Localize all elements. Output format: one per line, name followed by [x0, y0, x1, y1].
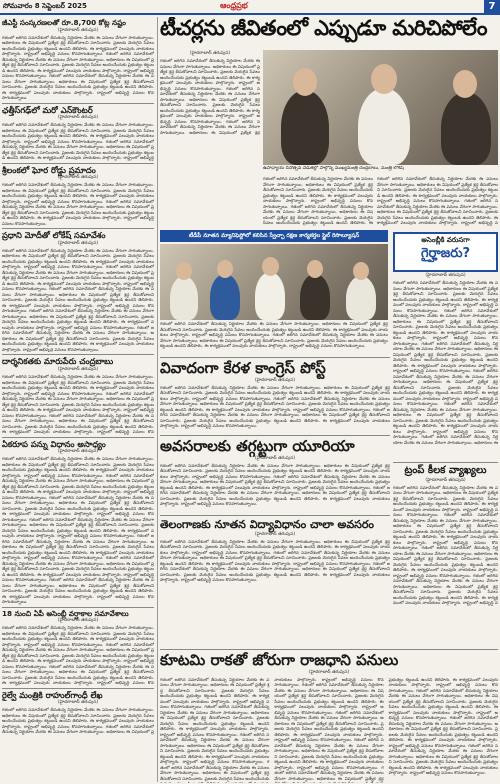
story-divider [2, 354, 154, 355]
kerala-story [160, 357, 390, 434]
lead-dateline: (హైదరాబాద్ తరుపున) [189, 51, 231, 56]
left-story-text: గతంలో జరిగిన సమావేశంలో తీసుకున్న నిర్ణయాల మేరకు ఈ పనులు వేగంగా సాగుతున్నాయి. అధికారులు ఈ విషయంలో ప్రత్యేక శ్రద్ధ తీసుకోవాలని సూచించారు. ప్రజలకు మెరుగైన సేవలు అందించేందుకు ప్రభుత్వం కట్టుబడి ఉందని తెలిపారు. ఈ కార్యక్రమంలో పలువురు నాయకులు పాల్గొన్నారు. రాష్ట్రంలో అభివృద్ధి పనులు కొనసాగుతున్నాయి. గతంలో జరిగిన సమావేశంలో తీసుకున్న నిర్ణయాల మేరకు ఈ పనులు వేగంగా సాగుతున్నాయి. అధికారులు ఈ విషయంలో ప్రత్యేక శ్రద్ధ తీసుకోవాలని సూచించారు. ప్రజలకు మెరుగైన సేవలు అందించేందుకు ప్రభుత్వం కట్టుబడి ఉందని తెలిపారు. ఈ కార్యక్రమంలో పలువురు నాయకులు పాల్గొన్నారు. రాష్ట్రంలో అభివృద్ధి [2, 122, 154, 161]
assembly-kicker: అసెంబ్లీకి వరుసగా [421, 236, 470, 244]
assembly-absence-box [393, 232, 498, 272]
urea-headline: అవసరాలకు తగ్గట్టుగా యూరియా [160, 437, 355, 455]
left-story-text: గతంలో జరిగిన సమావేశంలో తీసుకున్న నిర్ణయాల మేరకు ఈ పనులు వేగంగా సాగుతున్నాయి. అధికారులు ఈ విషయంలో ప్రత్యేక శ్రద్ధ తీసుకోవాలని సూచించారు. ప్రజలకు మెరుగైన సేవలు అందించేందుకు ప్రభుత్వం కట్టుబడి ఉందని తెలిపారు. ఈ కార్యక్రమంలో పలువురు నాయకులు పాల్గొన్నారు. రాష్ట్రంలో అభివృద్ధి పనులు కొనసాగుతున్నాయి. గతంలో జరిగిన సమావేశంలో తీసుకున్న నిర్ణయాల మేరకు ఈ పనులు వేగంగా సాగుతున్నాయి. అధికారులు ఈ విషయంలో ప్రత్యేక శ్రద్ధ తీసుకోవాలని సూచించారు. ప్రజలకు మెరుగైన సేవలు అందించేందుకు ప్రభుత్వం కట్టుబడి ఉందని తెలిపారు. ఈ కార్యక్రమంలో పలువురు నాయకులు పాల్గొన్నారు. రాష్ట్రంలో అభివృద్ధి పనులు కొనసాగుతున్నాయి. గతంలో జరిగిన సమావేశంలో తీసుకున్న నిర్ణయాల మేరకు ఈ పనులు వేగంగా సాగుతున్నాయి. అధికారులు ఈ విషయంలో ప్రత్యేక శ్రద్ధ తీసుకోవాలని సూచించారు. ప్రజలకు మెరుగైన సేవలు అందించేందుకు ప్రభుత్వం కట్టుబడి ఉందని తెలిపారు. ఈ కార్యక్రమంలో పలువురు నాయకులు పాల్గొన్నారు. రాష్ట్రంలో అభివృద్ధి పనులు కొనసాగుతున్నాయి. [2, 34, 154, 101]
trump-text: గతంలో జరిగిన సమావేశంలో తీసుకున్న నిర్ణయాల మేరకు ఈ పనులు వేగంగా సాగుతున్నాయి. అధికారులు ఈ విషయంలో ప్రత్యేక శ్రద్ధ తీసుకోవాలని సూచించారు. ప్రజలకు మెరుగైన సేవలు అందించేందుకు ప్రభుత్వం కట్టుబడి ఉందని తెలిపారు. ఈ కార్యక్రమంలో పలువురు నాయకులు పాల్గొన్నారు. రాష్ట్రంలో అభివృద్ధి పనులు కొనసాగుతున్నాయి. గతంలో జరిగిన సమావేశంలో తీసుకున్న నిర్ణయాల మేరకు ఈ పనులు వేగంగా సాగుతున్నాయి. అధికారులు ఈ విషయంలో ప్రత్యేక శ్రద్ధ తీసుకోవాలని సూచించారు. ప్రజలకు మెరుగైన సేవలు అందించేందుకు ప్రభుత్వం కట్టుబడి ఉందని తెలిపారు. ఈ కార్యక్రమంలో పలువురు నాయకులు పాల్గొన్నారు. రాష్ట్రంలో అభివృద్ధి పనులు కొనసాగుతున్నాయి. గతంలో జరిగిన సమావేశంలో తీసుకున్న నిర్ణయాల మేరకు ఈ పనులు వేగంగా సాగుతున్నాయి. అధికారులు ఈ విషయంలో ప్రత్యేక శ్రద్ధ తీసుకోవాలని సూచించారు. ప్రజలకు మెరుగైన సేవలు అందించేందుకు ప్రభుత్వం కట్టుబడి ఉందని తెలిపారు. ఈ కార్యక్రమంలో పలువురు నాయకులు పాల్గొన్నారు. రాష్ట్రంలో అభివృద్ధి పనులు కొనసాగుతున్నాయి. గతంలో జరిగిన సమావేశంలో తీసుకున్న నిర్ణయాల మేరకు ఈ పనులు వేగంగా సాగుతున్నాయి. అధికారులు ఈ విషయంలో ప్రత్యేక శ్రద్ధ తీసుకోవాలని సూచించారు. ప్రజలకు మెరుగైన సేవలు అందించేందుకు ప్రభుత్వం కట్టుబడి ఉందని తెలిపారు. ఈ కార్యక్రమంలో పలువురు నాయకులు పాల్గొన్నారు. రాష్ట్రంలో అభివృద్ధి ప [393, 484, 498, 605]
left-story-headline: రైల్వే మంత్రికి రాహుల్‌గాంధీ లేఖ [2, 689, 103, 700]
left-story [2, 691, 154, 735]
band-text: టీడీపీ నూతన మ్యానిఫెస్టోలో కలిసిన స్వేచ్ఛా రక్షణ కార్యకర్తల స్టైల్ రెసొల్యూషన్ [188, 233, 360, 239]
left-story-headline: ఛత్తీస్‌గఢ్‌లో మరో ఎన్‌కౌంటర్ [2, 104, 93, 115]
issue-date: సోమవారం 8 సెప్టెంబర్ 2025 [3, 2, 87, 10]
left-story-text: గతంలో జరిగిన సమావేశంలో తీసుకున్న నిర్ణయాల మేరకు ఈ పనులు వేగంగా సాగుతున్నాయి. అధికారులు ఈ విషయంలో ప్రత్యేక శ్రద్ధ తీసుకోవాలని సూచించారు. ప్రజలకు మెరుగైన సేవలు అందించేందుకు ప్రభుత్వం కట్టుబడి ఉందని తెలిపారు. ఈ కార్యక్రమంలో పలువురు నాయకులు పాల్గొన్నారు. రాష్ట్రంలో అభివృద్ధి పనులు కొనసాగుతున్నాయి. గతంలో జరిగిన సమావేశంలో తీసుకున్న నిర్ణయాల మేరకు ఈ పనులు వేగంగా సాగుతున్నాయి. అధికారులు ఈ విషయంలో ప్ర [2, 707, 154, 735]
group-photo-text: గతంలో జరిగిన సమావేశంలో తీసుకున్న నిర్ణయాల మేరకు ఈ పనులు వేగంగా సాగుతున్నాయి. అధికారులు ఈ విషయంలో ప్రత్యేక శ్రద్ధ తీసుకోవాలని సూచించారు. ప్రజలకు మెరుగైన సేవలు అందించేందుకు ప్రభుత్వం కట్టుబడి ఉందని తెలిపారు. ఈ కార్యక్రమంలో పలువురు నాయకులు పాల్గొన్నారు. రాష్ట్రంలో అభివృద్ధి పనులు కొనసాగుతున్నాయి. గతంలో జరిగిన సమావేశంలో తీసుకున్న నిర్ణయాల మేరకు ఈ పనులు వేగంగా సాగుతున్నాయి. అధికారులు ఈ విషయంలో ప్రత్యేక శ్రద్ధ తీసుకోవాలని సూచించారు. ప్రజలకు మెరుగైన సేవలు అందించేందుకు ప్రభుత్వం కట్టుబడి ఉందని తెలిపారు. ఈ కార్యక్రమంలో పలువురు నాయకులు పాల్గొన్నారు. రాష్ట్రంలో అభివృద్ధి పనులు కొనసాగుతున్నాయి. [160, 321, 388, 348]
telangana-story [160, 515, 390, 646]
trump-headline: ట్రంప్ కీలక వ్యాఖ్యలు [404, 465, 487, 476]
left-story-dateline: (హైదరాబాద్ తరుపున) [57, 367, 99, 372]
masthead [0, 0, 500, 15]
group-photo [160, 244, 388, 320]
lead-story-text: గతంలో జరిగిన సమావేశంలో తీసుకున్న నిర్ణయాల మేరకు ఈ పనులు వేగంగా సాగుతున్నాయి. అధికారులు ఈ విషయంలో ప్రత్యేక శ్రద్ధ తీసుకోవాలని సూచించారు. ప్రజలకు మెరుగైన సేవలు అందించేందుకు ప్రభుత్వం కట్టుబడి ఉందని తెలిపారు. ఈ కార్యక్రమంలో పలువురు నాయకులు పాల్గొన్నారు. రాష్ట్రంలో అభివృద్ధి పనులు కొనసాగుతున్నాయి. గతంలో జరిగిన సమావేశంలో తీసుకున్న నిర్ణయాల మేరకు ఈ పనులు వేగంగా సాగుతున్నాయి. అధికారులు ఈ విషయంలో ప్రత్యేక శ్రద్ధ తీసుకోవాలని సూచించారు. ప్రజలకు మెరుగైన సేవలు అందించేందుకు ప్రభుత్వం కట్టుబడి ఉందని తెలిపారు. ఈ కార్యక్రమంలో పలువురు నాయకులు పాల్గొన్నారు. రాష్ట్రంలో అభివృద్ధి పనులు కొనసాగుతున్నాయి. గతంలో జరిగిన సమావేశంలో తీసుకున్న నిర్ణయాల మేరకు ఈ పనులు వేగంగా సాగుతున్నాయి. అధికారులు ఈ విషయంలో ప్రత్యేక శ్రద్ధ [160, 58, 260, 135]
left-news-column [2, 17, 158, 782]
lead-story-continued [263, 176, 373, 228]
lead-headline-area [160, 17, 498, 49]
left-story-headline: శ్రీలంకలో ఘోర రోడ్డు ప్రమాదం [2, 164, 96, 175]
kerala-headline: వివాదంగా కేరళ కాంగ్రెస్ పోస్ట్ [160, 359, 326, 377]
left-story-dateline: (హైదరాబాద్ తరుపున) [57, 700, 99, 706]
trump-dateline: (హైదరాబాద్ తరుపున) [425, 477, 466, 483]
urea-text: గతంలో జరిగిన సమావేశంలో తీసుకున్న నిర్ణయాల మేరకు ఈ పనులు వేగంగా సాగుతున్నాయి. అధికారులు ఈ విషయంలో ప్రత్యేక శ్రద్ధ తీసుకోవాలని సూచించారు. ప్రజలకు మెరుగైన సేవలు అందించేందుకు ప్రభుత్వం కట్టుబడి ఉందని తెలిపారు. ఈ కార్యక్రమంలో పలువురు నాయకులు పాల్గొన్నారు. రాష్ట్రంలో అభివృద్ధి పనులు కొనసాగుతున్నాయి. గతంలో జరిగిన సమావేశంలో తీసుకున్న నిర్ణయాల మేరకు ఈ పనులు వేగంగా సాగుతున్నాయి. అధికారులు ఈ విషయంలో ప్రత్యేక శ్రద్ధ తీసుకోవాలని సూచించారు. ప్రజలకు మెరుగైన సేవలు అందించేందుకు ప్రభుత్వం కట్టుబడి ఉందని తెలిపారు. ఈ కార్యక్రమంలో పలువురు నాయకులు పాల్గొన్నారు. రాష్ట్రంలో అభివృద్ధి పనులు కొనసాగుతున్నాయి. గతంలో జరిగిన సమావేశంలో తీసుకున్న నిర్ణయాల మేరకు ఈ పనులు వేగంగా సాగుతున్నాయి. అధికారులు ఈ విషయంలో ప్రత్యేక శ్రద్ధ తీసుకోవాలని సూచించారు. ప్రజలకు మెరుగైన సేవలు అందించేందుకు ప్రభుత్వం కట్టుబడి ఉందని తెలిపారు. ఈ కార్యక్రమంలో పలువురు నాయకులు పాల్గొన్నారు. రాష్ట్రంలో అభివృద్ధి పనులు కొనసాగుతున్నాయి. [160, 462, 390, 507]
left-story [2, 166, 154, 230]
blue-headline-band [160, 230, 388, 242]
lead-story-text-3: గతంలో జరిగిన సమావేశంలో తీసుకున్న నిర్ణయాల మేరకు ఈ పనులు వేగంగా సాగుతున్నాయి. అధికారులు ఈ విషయంలో ప్రత్యేక శ్రద్ధ తీసుకోవాలని సూచించారు. ప్రజలకు మెరుగైన సేవలు అందించేందుకు ప్రభుత్వం కట్టుబడి ఉందని తెలిపారు. ఈ కార్యక్రమంలో పలువురు నాయకులు పాల్గొన్నారు. రాష్ట్రంలో అభివృద్ధి పనులు కొనసాగుతున్నాయి. గతంలో జరిగిన సమావేశంలో తీసుకున్న నిర్ణయాల మేరకు ఈ పనులు వేగంగా సాగుతున్నాయి. అధికారులు ఈ విషయంలో ప్రత్యేక శ్రద్ధ తీసుకోవాలని సూచించారు. ప్రజలకు మెరుగైన సేవలు అందించేందుకు ప్రభుత్వం కట్టుబడి ఉందని తెలిపారు. ఈ కార్యక్రమంలో పలువురు నాయకులు పాల్గొన్నారు. రాష్ట్రంలో అభివృద్ధి ప [377, 176, 498, 225]
left-story [2, 19, 154, 104]
lead-story-body [160, 50, 260, 228]
telangana-headline: తెలంగాణకు నూతన విద్యావిధానం చాలా అవసరం [160, 518, 374, 531]
left-story-dateline: (హైదరాబాద్ తరుపున) [57, 175, 99, 181]
lead-headline: టీచర్లను జీవితంలో ఎప్పుడూ మరిచిపోలేం [160, 17, 487, 40]
left-story-text: గతంలో జరిగిన సమావేశంలో తీసుకున్న నిర్ణయాల మేరకు ఈ పనులు వేగంగా సాగుతున్నాయి. అధికారులు ఈ విషయంలో ప్రత్యేక శ్రద్ధ తీసుకోవాలని సూచించారు. ప్రజలకు మెరుగైన సేవలు అందించేందుకు ప్రభుత్వం కట్టుబడి ఉందని తెలిపారు. ఈ కార్యక్రమంలో పలువురు నాయకులు పాల్గొన్నారు. రాష్ట్రంలో అభివృద్ధి పనులు కొనసాగుతున్నాయి. గతంలో జరిగిన సమావేశంలో తీసుకున్న నిర్ణయాల మేరకు ఈ పనులు వేగంగా సాగుతున్నాయి. అధికారులు ఈ విషయంలో ప్రత్యేక శ్రద్ధ తీసుకోవాలని సూచించారు. ప్రజలకు మెరుగైన సేవలు అందించేందుకు ప్రభుత్వం కట్టుబడి ఉందని తెలిపారు. ఈ కార్యక్రమంలో పలువురు నాయకులు పాల్గొన్నారు. రాష్ట్రంలో అభివృద్ధి పనులు కొనసాగుతున్నాయి. గతంలో జరిగిన సమావేశంలో తీసుకున్న నిర్ణయాల మేరకు ఈ పనులు వేగంగా సాగుతున్నాయి. అధికారులు ఈ విషయంలో ప్రత్యేక శ్రద్ధ తీసుకోవాలని సూచించారు. ప్రజలకు మెరుగైన సేవలు అందించేందుకు ప్రభుత్వం కట్టుబడి ఉందని తెలిపారు. ఈ కార్యక్రమంలో పలువురు నాయకులు పాల్గొన్నారు. రాష్ట్రంలో అభివృద్ధి పనులు కొనసాగుతున్నాయి. గతంలో జరిగిన సమావేశంలో తీసుకున్న నిర్ణయాల మేరకు ఈ పనులు వేగంగా సాగుతున్నాయి. అధికారులు ఈ విషయంలో ప్రత్యేక శ్రద్ధ తీసుకోవాలని సూచించారు. ప్రజలకు మెరుగైన సేవలు అందించేందుకు ప్రభుత్వం కట్టుబడి ఉందని తెలిపారు. ఈ కార్యక్రమంలో పలువురు నాయకులు పాల్గొన్నారు. రాష్ట్రంలో అభివృద్ధి పనులు కొనసాగుతున్నాయి. గతంలో జరిగిన సమావేశంలో తీసుకున్న నిర్ణయాల మేరకు ఈ పనులు వేగంగా సాగుతున్నాయి. అధికారులు ఈ విషయంలో ప్రత్యేక శ్రద్ధ తీసుకోవాలని సూచించారు. ప్రజలకు మెరుగైన సేవలు అందించేందుకు ప్రభుత్వం కట్టుబడి ఉందని తెలిపారు. ఈ కార్యక్రమంలో పలువురు నాయకులు పాల్గొన్నారు. రాష్ట్రంలో అభివృద్ధి పనులు కొనసాగుతున్నాయి. గతంలో జరిగిన సమావేశంలో తీసుకున్న నిర్ణయాల మేరకు ఈ పనులు వేగంగా సాగుతున్నాయి. అధికారులు ఈ విషయంలో ప్రత్యేక శ్రద్ధ తీసుకోవాలని సూచించారు. ప్రజలకు మెరుగైన సేవలు అందించేందుకు ప్రభుత్వం కట్టుబడి ఉందని తెలిపారు. ఈ కార్యక్రమంలో పలువురు నాయకులు పాల్గొన్నారు. రాష్ట్రంలో అభివృద్ధి పనులు కొనసాగుతున్నాయి. గతంలో జరిగిన సమావేశంలో తీసుకున్న నిర్ణయాల మేరకు ఈ పనులు వేగంగా సాగుతున్నాయి. అధికారులు ఈ విషయంలో ప్రత్యేక శ్రద్ధ తీసుకోవాలని సూచించారు. ప్రజలకు మెరుగైన సేవలు అందించేందుకు ప్రభుత్వం కట్టుబడి ఉందని తెలిపారు. ఈ కార్యక్రమంలో పలువురు నాయకులు పాల్గొన్నారు. రాష్ట్రంలో అభివృద్ధి పనులు కొనసాగుతున్నాయి. [2, 456, 154, 605]
left-story-dateline: (హైదరాబాద్ తరుపున) [57, 449, 99, 455]
left-story [2, 106, 154, 164]
left-story [2, 440, 154, 608]
left-story-headline: ప్రధాని మోదీతో లోకేష్ సమావేశం [2, 230, 106, 241]
capital-story [160, 649, 498, 783]
kerala-dateline: (హైదరాబాద్ తరుపున) [254, 377, 296, 383]
assembly-story [393, 272, 498, 460]
assembly-dateline: (హైదరాబాద్ తరుపున) [425, 273, 466, 278]
left-story [2, 231, 154, 355]
urea-dateline: (హైదరాబాద్ తరుపున) [254, 455, 296, 461]
left-story-text: గతంలో జరిగిన సమావేశంలో తీసుకున్న నిర్ణయాల మేరకు ఈ పనులు వేగంగా సాగుతున్నాయి. అధికారులు ఈ విషయంలో ప్రత్యేక శ్రద్ధ తీసుకోవాలని సూచించారు. ప్రజలకు మెరుగైన సేవలు అందించేందుకు ప్రభుత్వం కట్టుబడి ఉందని తెలిపారు. ఈ కార్యక్రమంలో పలువురు నాయకులు పాల్గొన్నారు. రాష్ట్రంలో అభివృద్ధి పనులు కొనసాగుతున్నాయి. గతంలో జరిగిన సమావేశంలో తీసుకున్న నిర్ణయాల మేరకు ఈ పనులు వేగంగా సాగుతున్నాయి. అధికారులు ఈ విషయంలో ప్రత్యేక శ్రద్ధ తీసుకోవాలని సూచించారు. ప్రజలకు మెరుగైన సేవలు అందించేందుకు ప్రభుత్వం కట్టుబడి ఉందని తెలిపారు. ఈ కార్యక్రమంలో పలువురు నాయకులు పాల్గొన్నారు. రాష్ట్రంలో అభివృద్ధి పనులు కొనసాగుతున్నాయి. గతంలో జరిగిన సమావేశంలో తీసుకున్న నిర్ణయాల మేరకు ఈ పనులు వేగంగా సాగుతున్నాయి. అధికారులు ఈ విషయంలో ప్రత్యేక శ్రద్ధ తీసుకోవాలని సూచించారు. ప్రజలకు మెరుగైన సేవలు అందించేందుకు ప్రభుత్వం కట్టుబడి ఉందని తెలిపారు. ఈ కార్యక్రమంలో పలువురు నాయకులు పాల్గొన్నారు. రాష్ట్రంలో అభివృద్ధి పనులు కొన [2, 625, 154, 686]
left-story-dateline: (హైదరాబాద్ తరుపున) [57, 240, 99, 246]
capital-text: గతంలో జరిగిన సమావేశంలో తీసుకున్న నిర్ణయాల మేరకు ఈ పనులు వేగంగా సాగుతున్నాయి. అధికారులు ఈ విషయంలో ప్రత్యేక శ్రద్ధ తీసుకోవాలని సూచించారు. ప్రజలకు మెరుగైన సేవలు అందించేందుకు ప్రభుత్వం కట్టుబడి ఉందని తెలిపారు. ఈ కార్యక్రమంలో పలువురు నాయకులు పాల్గొన్నారు. రాష్ట్రంలో అభివృద్ధి పనులు కొనసాగుతున్నాయి. గతంలో జరిగిన సమావేశంలో తీసుకున్న నిర్ణయాల మేరకు ఈ పనులు వేగంగా సాగుతున్నాయి. అధికారులు ఈ విషయంలో ప్రత్యేక శ్రద్ధ తీసుకోవాలని సూచించారు. ప్రజలకు మెరుగైన సేవలు అందించేందుకు ప్రభుత్వం కట్టుబడి ఉందని తెలిపారు. ఈ కార్యక్రమంలో పలువురు నాయకులు పాల్గొన్నారు. రాష్ట్రంలో అభివృద్ధి పనులు కొనసాగుతున్నాయి. గతంలో జరిగిన సమావేశంలో తీసుకున్న నిర్ణయాల మేరకు ఈ పనులు వేగంగా సాగుతున్నాయి. అధికారులు ఈ విషయంలో ప్రత్యేక శ్రద్ధ తీసుకోవాలని సూచించారు. ప్రజలకు మెరుగైన సేవలు అందించేందుకు ప్రభుత్వం కట్టుబడి ఉందని తెలిపారు. ఈ కార్యక్రమంలో పలువురు నాయకులు పాల్గొన్నారు. రాష్ట్రంలో అభివృద్ధి పనులు కొనసాగుతున్నాయి. గతంలో జరిగిన సమావేశంలో తీసుకున్న నిర్ణయాల మేరకు ఈ పనులు వేగంగా సాగుతున్నాయి. అధికారులు ఈ విషయంలో ప్రత్యేక శ్రద్ధ తీసుకోవాలని సూచించారు. ప్రజలకు మెరుగైన సేవలు అందించేందుకు నాయకులు పాల్గొన్నారు. రాష్ట్రంలో అభివృద్ధి పనులు కొనసాగుతున్నాయి. గతంలో జరిగిన సమావేశంలో తీసుకున్న నిర్ణయాల మేరకు ఈ పనులు వేగంగా సాగుతున్నాయి. అధికారులు ఈ విషయంలో ప్రత్యేక శ్రద్ధ తీసుకోవాలని సూచించారు. ప్రజలకు మెరుగైన సేవలు అందించేందుకు ప్రభుత్వం కట్టుబడి ఉందని తెలిపారు. ఈ కార్యక్రమంలో పలువురు నాయకులు పాల్గొన్నారు. రాష్ట్రంలో అభివృద్ధి పనులు కొనసాగుతున్నాయి. గతంలో జరిగిన సమావేశంలో తీసుకున్న నిర్ణయాల మేరకు ఈ పనులు వేగంగా సాగుతున్నాయి. అధికారులు ఈ విషయంలో ప్రత్యేక శ్రద్ధ తీసుకోవాలని సూచించారు. ప్రజలకు మెరుగైన సేవలు అందించేందుకు ప్రభుత్వం కట్టుబడి ఉందని తెలిపారు. ఈ కార్యక్రమంలో పలువురు నాయకులు పాల్గొన్నారు. రాష్ట్రంలో అభివృద్ధి పనులు కొనసాగుతున్నాయి. గతంలో జరిగిన సమావేశంలో తీసుకున్న నిర్ణయాల మేరకు ఈ పనులు వేగంగా సాగుతున్నాయి. అధికారులు ఈ విషయంలో ప్రత్యేక శ్రద్ధ తీసుకోవాలని సూచించారు. ప్రజలకు మెరుగైన సేవలు అందించేందుకు ప్రభుత్వం కట్టుబడి ఉందని తెలిపారు. ఈ కార్యక్రమంలో పలువురు నాయకులు పాల్గొన్నారు. రాష్ట్రంలో అభివృద్ధి పనులు కొనసాగుతున్నాయి. గతంలో జరిగిన సమావేశంలో తీసుకున్న నిర్ణయాల మేరకు ఈ పనులు వేగంగా సాగుతున్నాయి. అధికారులు ఈ విషయంలో ప్రత్యేక శ్రద్ధ ప్రభుత్వం కట్టుబడి ఉందని తెలిపారు. ఈ కార్యక్రమంలో పలువురు నాయకులు పాల్గొన్నారు. రాష్ట్రంలో అభివృద్ధి పనులు కొనసాగుతున్నాయి. గతంలో జరిగిన సమావేశంలో తీసుకున్న నిర్ణయాల మేరకు ఈ పనులు వేగంగా సాగుతున్నాయి. అధికారులు ఈ విషయంలో ప్రత్యేక శ్రద్ధ తీసుకోవాలని సూచించారు. ప్రజలకు మెరుగైన సేవలు అందించేందుకు ప్రభుత్వం కట్టుబడి ఉందని తెలిపారు. ఈ కార్యక్రమంలో పలువురు నాయకులు పాల్గొన్నారు. రాష్ట్రంలో అభివృద్ధి పనులు కొనసాగుతున్నాయి. గతంలో జరిగిన సమావేశంలో తీసుకున్న నిర్ణయాల మేరకు ఈ పనులు వేగంగా సాగుతున్నాయి. అధికారులు ఈ విషయంలో ప్రత్యేక శ్రద్ధ తీసుకోవాలని సూచించారు. ప్రజలకు మెరుగైన సేవలు అందించేందుకు ప్రభుత్వం కట్టుబడి ఉందని తెలిపారు. ఈ కార్యక్రమంలో పలువురు నాయకులు పాల్గొన్నారు. రాష్ట్రంలో అభివృద్ధి పనులు కొనసాగుతున్నాయి. గతంలో జరిగిన సమావేశంలో తీసుకున్న నిర్ణయాల మేరకు ఈ పనులు వేగంగా సాగుతున్నాయి. అధికారులు ఈ విషయంలో ప్రత్యేక శ్రద్ధ తీసుకోవాలని సూచించారు. ప్రజలకు మెరుగైన సేవలు అందించేందుకు ప్రభుత్వం కట్టుబడి ఉందని తెలిపారు. ఈ కార్యక్రమంలో పలువురు నాయకులు పాల్గొన్నారు. రాష్ట్రంలో అభివృద్ధి పనులు కొనసాగుతున్నాయి. [160, 676, 498, 781]
left-story-headline: 18 నుంచి ఏపీ అసెంబ్లీ వర్షాకాల సమావేశాలు [2, 608, 129, 618]
left-story-dateline: (హైదరాబాద్ తరుపున) [57, 618, 99, 624]
telangana-text: గతంలో జరిగిన సమావేశంలో తీసుకున్న నిర్ణయాల మేరకు ఈ పనులు వేగంగా సాగుతున్నాయి. అధికారులు ఈ విషయంలో ప్రత్యేక శ్రద్ధ తీసుకోవాలని సూచించారు. ప్రజలకు మెరుగైన సేవలు అందించేందుకు ప్రభుత్వం కట్టుబడి ఉందని తెలిపారు. ఈ కార్యక్రమంలో పలువురు నాయకులు పాల్గొన్నారు. రాష్ట్రంలో అభివృద్ధి పనులు కొనసాగుతున్నాయి. గతంలో జరిగిన సమావేశంలో తీసుకున్న నిర్ణయాల మేరకు ఈ పనులు వేగంగా సాగుతున్నాయి. అధికారులు ఈ విషయంలో ప్రత్యేక శ్రద్ధ తీసుకోవాలని సూచించారు. ప్రజలకు మెరుగైన సేవలు అందించేందుకు ప్రభుత్వం కట్టుబడి ఉందని తెలిపారు. ఈ కార్యక్రమంలో పలువురు నాయకులు పాల్గొన్నారు. రాష్ట్రంలో అభివృద్ధి పనులు కొనసాగుతున్నాయి. గతంలో జరిగిన సమావేశంలో తీసుకున్న నిర్ణయాల మేరకు ఈ పనులు వేగంగా సాగుతున్నాయి. అధికారులు ఈ విషయంలో ప్రత్యేక శ్రద్ధ తీసుకోవాలని సూచించారు. ప్రజలకు మెరుగైన సేవలు అందించేందుకు ప్రభుత్వం కట్టుబడి ఉందని తెలిపారు. ఈ కార్యక్రమంలో పలువురు నాయకులు పాల్గొన్నారు. రాష్ట్రంలో అభివృద్ధి పనులు కొనసాగుతున్నాయి. [160, 538, 390, 583]
assembly-headline: గైర్హాజరు? [420, 246, 470, 261]
photo-caption: ఉపాధ్యాయ దినోత్సవ వేడుకల్లో పాల్గొన్న ముఖ్యమంత్రి చంద్రబాబు, మంత్రి లోకేష్ [263, 166, 404, 171]
trump-story [393, 462, 498, 648]
telangana-dateline: (హైదరాబాద్ తరుపున) [254, 531, 296, 537]
left-story-text: గతంలో జరిగిన సమావేశంలో తీసుకున్న నిర్ణయాల మేరకు ఈ పనులు వేగంగా సాగుతున్నాయి. అధికారులు ఈ విషయంలో ప్రత్యేక శ్రద్ధ తీసుకోవాలని సూచించారు. ప్రజలకు మెరుగైన సేవలు అందించేందుకు ప్రభుత్వం కట్టుబడి ఉందని తెలిపారు. ఈ కార్యక్రమంలో పలువురు నాయకులు పాల్గొన్నారు. రాష్ట్రంలో అభివృద్ధి పనులు కొనసాగుతున్నాయి. గతంలో జరిగిన సమావేశంలో తీసుకున్న నిర్ణయాల మేరకు ఈ పనులు వేగంగా సాగుతున్నాయి. అధికారులు ఈ విషయంలో ప్రత్యేక శ్రద్ధ తీసుకోవాలని సూచించారు. ప్రజలకు మెరుగైన సేవలు అందించేందుకు ప్రభుత్వం కట్టుబడి ఉందని తెలిపారు. ఈ కార్యక్రమంలో పలువురు నాయకులు పాల్గొన్నారు. రాష్ట్రంలో అభివృద్ధి పనులు కొనసాగుతున్నాయి. [2, 182, 154, 226]
capital-headline: కూటమి రాకతో జోరుగా రాజధాని పనులు [160, 651, 399, 669]
story-divider [2, 607, 154, 608]
paper-name: ఆంధ్రప్రభ [220, 1, 248, 10]
left-story-text: గతంలో జరిగిన సమావేశంలో తీసుకున్న నిర్ణయాల మేరకు ఈ పనులు వేగంగా సాగుతున్నాయి. అధికారులు ఈ విషయంలో ప్రత్యేక శ్రద్ధ తీసుకోవాలని సూచించారు. ప్రజలకు మెరుగైన సేవలు అందించేందుకు ప్రభుత్వం కట్టుబడి ఉందని తెలిపారు. ఈ కార్యక్రమంలో పలువురు నాయకులు పాల్గొన్నారు. రాష్ట్రంలో అభివృద్ధి పనులు కొనసాగుతున్నాయి. గతంలో జరిగిన సమావేశంలో తీసుకున్న నిర్ణయాల మేరకు ఈ పనులు వేగంగా సాగుతున్నాయి. అధికారులు ఈ విషయంలో ప్రత్యేక శ్రద్ధ తీసుకోవాలని సూచించారు. ప్రజలకు మెరుగైన సేవలు అందించేందుకు ప్రభుత్వం కట్టుబడి ఉందని తెలిపారు. ఈ కార్యక్రమంలో పలువురు నాయకులు పాల్గొన్నారు. రాష్ట్రంలో అభివృద్ధి పనులు కొనసాగుతున్నాయి. గతంలో జరిగిన సమావేశంలో తీసుకున్న నిర్ణయాల మేరకు ఈ పనులు వేగంగా సాగుతున్నాయి. అధికారులు ఈ విషయంలో ప్రత్యేక శ్రద్ధ తీసుకోవాలని సూచించారు. ప్రజలకు మెరుగైన సేవలు అందించేందుకు ప్రభుత్వం కట్టుబడి ఉందని తెలిపారు. ఈ కార్యక్రమంలో పలువురు నాయకులు పాల్గొన్నారు. రాష్ట్రంలో అభివృద్ధి పనులు కొన [2, 374, 154, 434]
story-divider [2, 688, 154, 689]
left-story-headline: దార్శనికతకు మారుపేరు చంద్రబాబు [2, 356, 114, 367]
left-story-dateline: (హైదరాబాద్ తరుపున) [57, 115, 99, 121]
lead-photo-caption [263, 166, 498, 176]
story-divider [2, 103, 154, 104]
urea-story [160, 435, 390, 514]
story-divider [2, 437, 154, 438]
lead-story-continued-2 [377, 176, 498, 228]
lead-photo [263, 50, 498, 165]
kerala-text: గతంలో జరిగిన సమావేశంలో తీసుకున్న నిర్ణయాల మేరకు ఈ పనులు వేగంగా సాగుతున్నాయి. అధికారులు ఈ విషయంలో ప్రత్యేక శ్రద్ధ తీసుకోవాలని సూచించారు. ప్రజలకు మెరుగైన సేవలు అందించేందుకు ప్రభుత్వం కట్టుబడి ఉందని తెలిపారు. ఈ కార్యక్రమంలో పలువురు నాయకులు పాల్గొన్నారు. రాష్ట్రంలో అభివృద్ధి పనులు కొనసాగుతున్నాయి. గతంలో జరిగిన సమావేశంలో తీసుకున్న నిర్ణయాల మేరకు ఈ పనులు వేగంగా సాగుతున్నాయి. అధికారులు ఈ విషయంలో ప్రత్యేక శ్రద్ధ తీసుకోవాలని సూచించారు. ప్రజలకు మెరుగైన సేవలు అందించేందుకు ప్రభుత్వం కట్టుబడి ఉందని తెలిపారు. ఈ కార్యక్రమంలో పలువురు నాయకులు పాల్గొన్నారు. రాష్ట్రంలో అభివృద్ధి పనులు కొనసాగుతున్నాయి. గతంలో జరిగిన సమావేశంలో తీసుకున్న నిర్ణయాల మేరకు ఈ పనులు వేగంగా సాగుతున్నాయి. అధికారులు ఈ విషయంలో ప్రత్యేక శ్రద్ధ తీసుకోవాలని సూచించారు. ప్రజలకు మెరుగైన సేవలు అందించేందుకు ప్రభుత్వం కట్టుబడి ఉందని తెలిపారు. ఈ కార్యక్రమంలో పలువురు నాయకులు పాల్గొన్నారు. రాష్ట్రంలో అభివృద్ధి పనులు కొనసాగుతున్నాయి. [160, 384, 390, 429]
left-story-text: గతంలో జరిగిన సమావేశంలో తీసుకున్న నిర్ణయాల మేరకు ఈ పనులు వేగంగా సాగుతున్నాయి. అధికారులు ఈ విషయంలో ప్రత్యేక శ్రద్ధ తీసుకోవాలని సూచించారు. ప్రజలకు మెరుగైన సేవలు అందించేందుకు ప్రభుత్వం కట్టుబడి ఉందని తెలిపారు. ఈ కార్యక్రమంలో పలువురు నాయకులు పాల్గొన్నారు. రాష్ట్రంలో అభివృద్ధి పనులు కొనసాగుతున్నాయి. గతంలో జరిగిన సమావేశంలో తీసుకున్న నిర్ణయాల మేరకు ఈ పనులు వేగంగా సాగుతున్నాయి. అధికారులు ఈ విషయంలో ప్రత్యేక శ్రద్ధ తీసుకోవాలని సూచించారు. ప్రజలకు మెరుగైన సేవలు అందించేందుకు ప్రభుత్వం కట్టుబడి ఉందని తెలిపారు. ఈ కార్యక్రమంలో పలువురు నాయకులు పాల్గొన్నారు. రాష్ట్రంలో అభివృద్ధి పనులు కొనసాగుతున్నాయి. గతంలో జరిగిన సమావేశంలో తీసుకున్న నిర్ణయాల మేరకు ఈ పనులు వేగంగా సాగుతున్నాయి. అధికారులు ఈ విషయంలో ప్రత్యేక శ్రద్ధ తీసుకోవాలని సూచించారు. ప్రజలకు మెరుగైన సేవలు అందించేందుకు ప్రభుత్వం కట్టుబడి ఉందని తెలిపారు. ఈ కార్యక్రమంలో పలువురు నాయకులు పాల్గొన్నారు. రాష్ట్రంలో అభివృద్ధి పనులు కొనసాగుతున్నాయి. గతంలో జరిగిన సమావేశంలో తీసుకున్న నిర్ణయాల మేరకు ఈ పనులు వేగంగా సాగుతున్నాయి. అధికారులు ఈ విషయంలో ప్రత్యేక శ్రద్ధ తీసుకోవాలని సూచించారు. ప్రజలకు మెరుగైన సేవలు అందించేందుకు ప్రభుత్వం కట్టుబడి ఉందని తెలిపారు. ఈ కార్యక్రమంలో పలువురు నాయకులు పాల్గొన్నారు. రాష్ట్రంలో అభివృద్ధి పనులు కొనసాగుతున్నాయి. గతంలో జరిగిన సమావేశంలో తీసుకున్న నిర్ణయాల మేరకు ఈ పనులు వేగంగా సాగుతున్నాయి. అధికారులు ఈ విషయంలో ప్రత్యేక శ్రద్ధ తీసుకోవాలని సూచించారు. ప్రజలకు మెరుగైన సేవలు అందించేందుకు ప్రభుత్వం కట్టుబడి ఉందని తెలిపారు. ఈ కార్యక్రమంలో పలువురు నాయకులు పాల్గొన్నారు. రాష్ట్రంలో అభివృద్ధి పనులు కొనసాగుతున్నాయి. [2, 247, 154, 352]
assembly-text: గతంలో జరిగిన సమావేశంలో తీసుకున్న నిర్ణయాల మేరకు ఈ పనులు వేగంగా సాగుతున్నాయి. అధికారులు ఈ విషయంలో ప్రత్యేక శ్రద్ధ తీసుకోవాలని సూచించారు. ప్రజలకు మెరుగైన సేవలు అందించేందుకు ప్రభుత్వం కట్టుబడి ఉందని తెలిపారు. ఈ కార్యక్రమంలో పలువురు నాయకులు పాల్గొన్నారు. రాష్ట్రంలో అభివృద్ధి పనులు కొనసాగుతున్నాయి. గతంలో జరిగిన సమావేశంలో తీసుకున్న నిర్ణయాల మేరకు ఈ పనులు వేగంగా సాగుతున్నాయి. అధికారులు ఈ విషయంలో ప్రత్యేక శ్రద్ధ తీసుకోవాలని సూచించారు. ప్రజలకు మెరుగైన సేవలు అందించేందుకు ప్రభుత్వం కట్టుబడి ఉందని తెలిపారు. ఈ కార్యక్రమంలో పలువురు నాయకులు పాల్గొన్నారు. రాష్ట్రంలో అభివృద్ధి పనులు కొనసాగుతున్నాయి. గతంలో జరిగిన సమావేశంలో తీసుకున్న నిర్ణయాల మేరకు ఈ పనులు వేగంగా సాగుతున్నాయి. అధికారులు ఈ విషయంలో ప్రత్యేక శ్రద్ధ తీసుకోవాలని సూచించారు. ప్రజలకు మెరుగైన సేవలు అందించేందుకు ప్రభుత్వం కట్టుబడి ఉందని తెలిపారు. ఈ కార్యక్రమంలో పలువురు నాయకులు పాల్గొన్నారు. రాష్ట్రంలో అభివృద్ధి పనులు కొనసాగుతున్నాయి. గతంలో జరిగిన సమావేశంలో తీసుకున్న నిర్ణయాల మేరకు ఈ పనులు వేగంగా సాగుతున్నాయి. అధికారులు ఈ విషయంలో ప్రత్యేక శ్రద్ధ తీసుకోవాలని సూచించారు. ప్రజలకు మెరుగైన సేవలు అందించేందుకు ప్రభుత్వం కట్టుబడి ఉందని తెలిపారు. ఈ కార్యక్రమంలో పలువురు నాయకులు పాల్గొన్నారు. రాష్ట్రంలో అభివృద్ధి పనులు కొనసాగుతున్నాయి. గతంలో జరిగిన సమావేశంలో తీసుకున్న నిర్ణయాల మేరకు ఈ పనులు వేగంగా సాగుతున్నాయి. అధికారులు ఈ విషయంలో ప్రత్యేక శ్రద్ధ తీసుకోవాలని సూచించారు. ప్రజలకు మెరుగైన సేవలు అందించేందుకు ప్రభుత్వం కట్టుబడి ఉందని తెలిపారు. ఈ కార్యక్రమంలో పలువురు నాయకులు పాల్గొన్నారు. రాష్ట్రంలో అభివృద్ధి పనులు కొనసాగుతున్నాయి. గతంలో జరిగిన సమావేశంలో తీసుకున్న నిర్ణయాల మేరకు ఈ పనులు వేగంగా సాగుతున్నాయి. అధికారులు ఈ [393, 280, 498, 445]
left-story-headline: జీఎస్టీ సంస్కరణలతో రూ.8,700 కోట్ల నష్టం [2, 18, 126, 27]
page-number: 7 [484, 0, 500, 13]
left-story-headline: ఏకరూప పన్ను విధానం అసాధ్యం [2, 438, 106, 449]
group-photo-story [160, 321, 388, 355]
story-divider [2, 228, 154, 229]
left-story [2, 357, 154, 437]
capital-dateline: (హైదరాబాద్ తరుపున) [308, 669, 350, 675]
story-divider [2, 163, 154, 164]
left-story-dateline: (హైదరాబాద్ తరుపున) [57, 27, 99, 33]
left-story [2, 610, 154, 689]
lead-story-text-2: గతంలో జరిగిన సమావేశంలో తీసుకున్న నిర్ణయాల మేరకు ఈ పనులు వేగంగా సాగుతున్నాయి. అధికారులు ఈ విషయంలో ప్రత్యేక శ్రద్ధ తీసుకోవాలని సూచించారు. ప్రజలకు మెరుగైన సేవలు అందించేందుకు ప్రభుత్వం కట్టుబడి ఉందని తెలిపారు. ఈ కార్యక్రమంలో పలువురు నాయకులు పాల్గొన్నారు. రాష్ట్రంలో అభివృద్ధి పనులు కొనసాగుతున్నాయి. గతంలో జరిగిన సమావేశంలో తీసుకున్న నిర్ణయాల మేరకు ఈ పనులు వేగంగా సాగుతున్నాయి. అధికారులు ఈ విషయంలో ప్రత్యేక శ్రద్ధ తీసుకోవాలని సూచించారు. ప్రజలకు మెరుగైన సేవలు అందించేందుకు ప్రభుత్వం కట్టుబడి ఉందని తెలిపారు. ఈ [263, 176, 373, 225]
